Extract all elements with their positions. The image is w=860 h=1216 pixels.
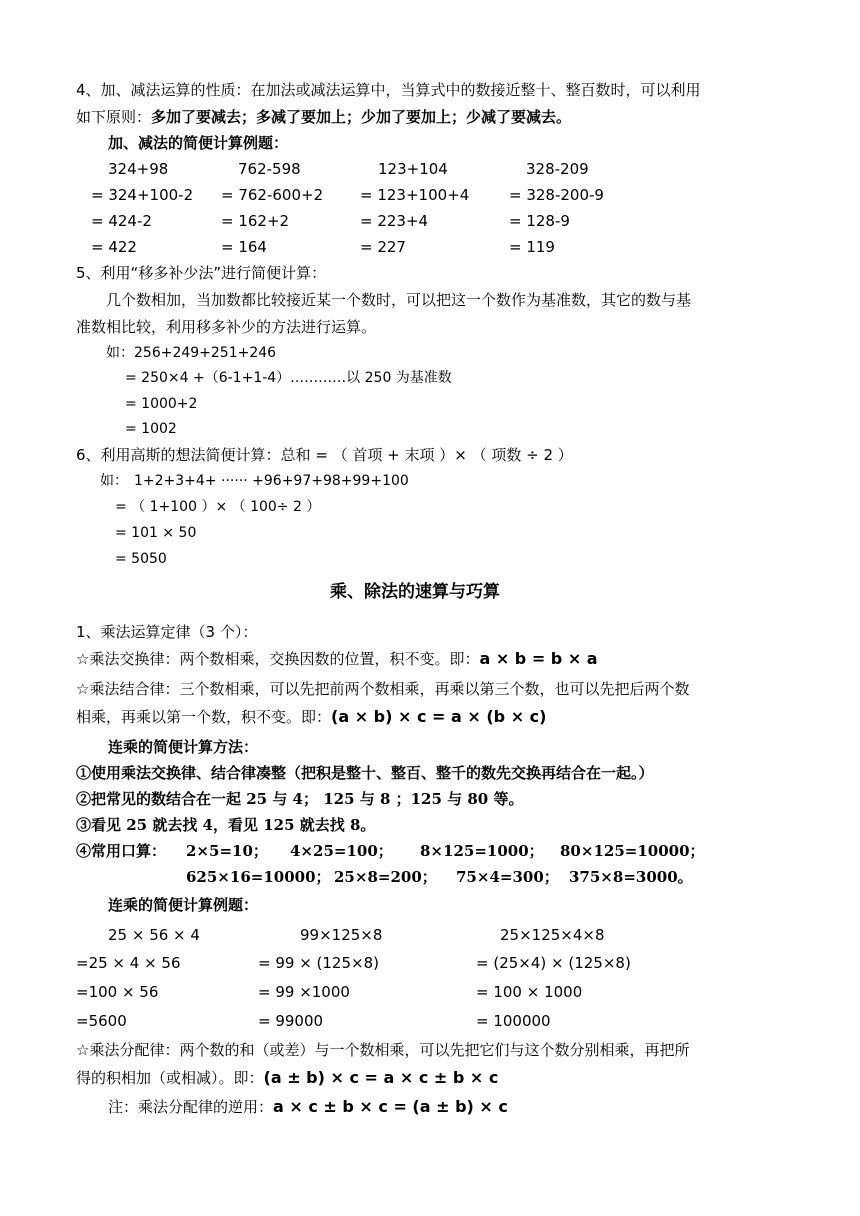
mul-ex-cell: 25×125×4×8 xyxy=(500,926,605,944)
sec5-example-prefix: 如： xyxy=(106,345,134,361)
sec5-example-expr: 256+249+251+246 xyxy=(134,345,277,361)
distributive-law-formula: (a ± b) × c = a × c ± b × c xyxy=(263,1068,499,1087)
method-3: ③看见 25 就去找 4，看见 125 就去找 8。 xyxy=(76,816,376,834)
sec4-ex-cell: = 324+100-2 xyxy=(91,186,194,204)
mul-examples-title: 连乘的简便计算例题： xyxy=(108,896,259,914)
sec4-ex-cell: = 123+100+4 xyxy=(360,186,470,204)
method-4-prefix: ④常用口算： xyxy=(76,842,167,860)
method-1: ①使用乘法交换律、结合律凑整（把积是整十、整百、整千的数先交换再结合在一起。） xyxy=(76,764,654,782)
sec4-ex-cell: = 128-9 xyxy=(509,212,570,230)
sec4-ex-cell: = 422 xyxy=(91,238,137,256)
section-title: 乘、除法的速算与巧算 xyxy=(330,582,500,602)
sec4-ex-cell: = 328-200-9 xyxy=(509,186,604,204)
sec5-example-line4: = 1002 xyxy=(125,421,177,437)
sec4-line2 xyxy=(76,107,571,127)
commutative-law-formula: a × b = b × a xyxy=(479,649,598,668)
mul-ex-cell: = 99 ×1000 xyxy=(258,983,350,1001)
associative-law-line1: ☆乘法结合律：三个数相乘，可以先把前两个数相乘，再乘以第三个数，也可以先把后两个数 xyxy=(76,680,690,698)
sec4-examples-title: 加、减法的简便计算例题： xyxy=(108,134,289,152)
sec4-ex-cell: = 162+2 xyxy=(221,212,290,230)
distributive-law-line1: ☆乘法分配律：两个数的和（或差）与一个数相乘，可以先把它们与这个数分别相乘，再把所 xyxy=(76,1041,690,1059)
sec4-ex-cell: = 762-600+2 xyxy=(221,186,324,204)
commutative-law xyxy=(76,649,598,669)
oral-calc-item: 75×4=300； xyxy=(456,868,559,886)
sec4-line1: 4、加、减法运算的性质：在加法或减法运算中，当算式中的数接近整十、整百数时，可以利用 xyxy=(76,81,701,99)
distributive-note-text: 注：乘法分配律的逆用： xyxy=(108,1098,274,1116)
sec6-example-line2: = （ 1+100 ）× （ 100÷ 2 ） xyxy=(115,499,321,515)
sec4-line2-prefix: 如下原则： xyxy=(76,108,152,126)
distributive-note xyxy=(108,1097,508,1117)
sec6-example-expr: 1+2+3+4+ ······ +96+97+98+99+100 xyxy=(134,473,409,489)
mul-ex-cell: = (25×4) × (125×8) xyxy=(476,954,631,972)
associative-law-text: 相乘，再乘以第一个数，积不变。即： xyxy=(76,708,332,726)
associative-law-formula: (a × b) × c = a × (b × c) xyxy=(331,707,547,726)
sec4-ex-cell: 123+104 xyxy=(378,160,448,178)
mul-ex-cell: =5600 xyxy=(76,1012,127,1030)
sec5-example-line3: = 1000+2 xyxy=(125,396,198,412)
oral-calc-item: 4×25=100； xyxy=(290,842,393,860)
method-2: ②把常见的数结合在一起 25 与 4； 125 与 8 ；125 与 80 等。 xyxy=(76,790,524,808)
mul-ex-cell: 25 × 56 × 4 xyxy=(108,926,200,944)
sec5-example-line2: = 250×4 +（6-1+1-4）…………以 250 为基准数 xyxy=(125,370,452,386)
distributive-law-line2 xyxy=(76,1068,498,1088)
commutative-law-text: ☆乘法交换律：两个数相乘，交换因数的位置，积不变。即： xyxy=(76,650,480,668)
mul-ex-cell: = 99000 xyxy=(258,1012,324,1030)
oral-calc-item: 625×16=10000； xyxy=(186,868,331,886)
sec4-ex-cell: 324+98 xyxy=(108,160,169,178)
sec4-principles: 多加了要减去；多减了要加上；少加了要加上；少减了要减去。 xyxy=(151,108,572,126)
sec5-para-line1: 几个数相加，当加数都比较接近某一个数时，可以把这一个数作为基准数，其它的数与基 xyxy=(106,291,692,309)
mul-ex-cell: = 100 × 1000 xyxy=(476,983,583,1001)
sec4-ex-cell: = 227 xyxy=(360,238,406,256)
mul-ex-cell: =25 × 4 × 56 xyxy=(76,954,181,972)
sec4-ex-cell: = 164 xyxy=(221,238,267,256)
mul-ex-cell: = 100000 xyxy=(476,1012,551,1030)
sec6-example-prefix: 如： xyxy=(100,473,128,489)
distributive-law-text: 得的积相加（或相减）。即： xyxy=(76,1069,264,1087)
methods-title: 连乘的简便计算方法： xyxy=(108,738,259,756)
sec4-ex-cell: = 424-2 xyxy=(91,212,152,230)
sec4-ex-cell: = 223+4 xyxy=(360,212,429,230)
sec4-ex-cell: = 119 xyxy=(509,238,555,256)
sec6-example-line3: = 101 × 50 xyxy=(115,525,197,541)
associative-law-line2 xyxy=(76,707,546,727)
oral-calc-item: 375×8=3000。 xyxy=(569,868,693,886)
sec5-heading: 5、利用“移多补少法”进行简便计算： xyxy=(76,264,327,282)
mul-laws-heading: 1、乘法运算定律（3 个）： xyxy=(76,623,258,641)
sec4-ex-cell: 762-598 xyxy=(238,160,301,178)
sec5-example-line1 xyxy=(106,343,276,363)
sec6-heading: 6、利用高斯的想法简便计算：总和 = （ 首项 + 末项 ）× （ 项数 ÷ 2 ） xyxy=(76,446,573,464)
mul-ex-cell: =100 × 56 xyxy=(76,983,159,1001)
sec5-para-line2: 准数相比较，利用移多补少的方法进行运算。 xyxy=(76,318,377,336)
oral-calc-item: 8×125=1000； xyxy=(420,842,544,860)
sec6-example-line1 xyxy=(100,471,409,491)
oral-calc-item: 25×8=200； xyxy=(334,868,437,886)
oral-calc-item: 80×125=10000； xyxy=(560,842,705,860)
sec4-ex-cell: 328-209 xyxy=(526,160,589,178)
mul-ex-cell: = 99 × (125×8) xyxy=(258,954,379,972)
sec6-example-line4: = 5050 xyxy=(115,551,167,567)
oral-calc-item: 2×5=10； xyxy=(186,842,268,860)
mul-ex-cell: 99×125×8 xyxy=(300,926,383,944)
distributive-note-formula: a × c ± b × c = (a ± b) × c xyxy=(273,1097,508,1116)
